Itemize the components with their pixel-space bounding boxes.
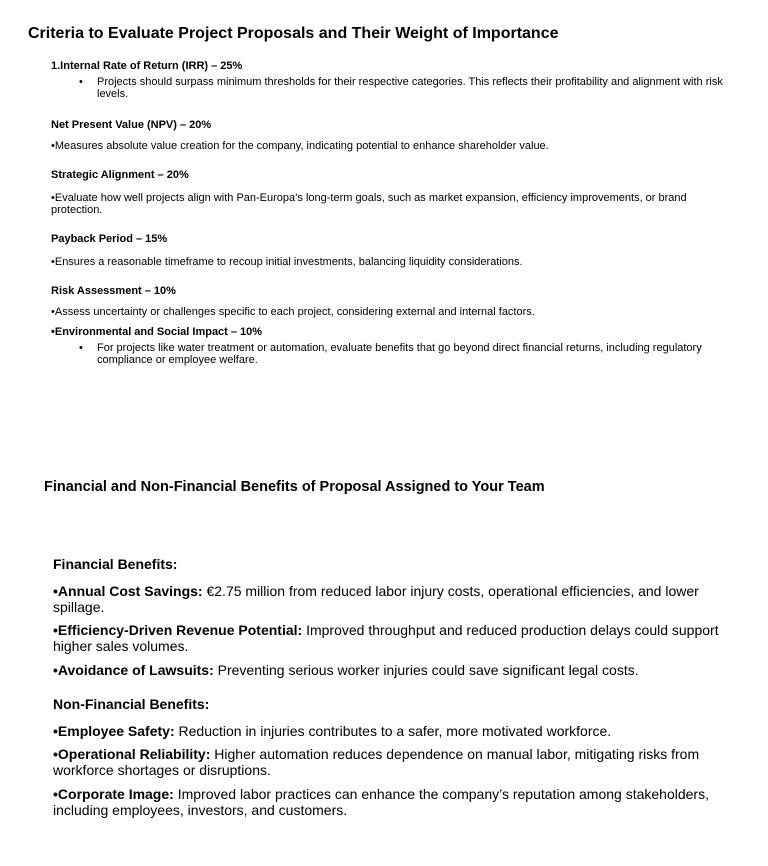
criterion-irr-bullet (79, 76, 729, 100)
criterion-strategic-title: Strategic Alignment – 20% (51, 169, 189, 181)
bullet-icon: • (79, 342, 83, 354)
non-financial-benefit-item (53, 746, 743, 778)
financial-benefits-heading: Financial Benefits: (53, 556, 178, 572)
benefit-text: Improved labor practices can enhance the company’s reputation among stakeholders, including employees, investors, and customers. (53, 786, 709, 818)
criterion-strategic-text: •Evaluate how well projects align with Pan-Europa’s long-term goals, such as market expansion, efficiency improvements, or brand protection. (51, 192, 687, 216)
benefits-title: Financial and Non-Financial Benefits of Proposal Assigned to Your Team (44, 479, 545, 495)
criterion-irr-title: 1.Internal Rate of Return (IRR) – 25% (51, 60, 243, 72)
criterion-risk-title: Risk Assessment – 10% (51, 285, 176, 297)
criterion-environmental-title: •Environmental and Social Impact – 10% (51, 326, 263, 338)
benefit-label: •Employee Safety: (53, 723, 175, 739)
benefit-text: Improved throughput and reduced production delays could support higher sales volumes. (53, 622, 719, 654)
benefit-text: Higher automation reduces dependence on manual labor, mitigating risks from workforce shortages or disruptions. (53, 746, 700, 778)
benefit-text: Reduction in injuries contributes to a safer, more motivated workforce. (174, 723, 612, 739)
non-financial-benefit-item (53, 723, 743, 739)
criterion-npv-title: Net Present Value (NPV) – 20% (51, 119, 212, 131)
criterion-risk-text: •Assess uncertainty or challenges specific to each project, considering external and internal factors. (51, 306, 535, 318)
benefit-label: •Operational Reliability: (53, 746, 211, 762)
criterion-payback-text: •Ensures a reasonable timeframe to recoup initial investments, balancing liquidity considerations. (51, 256, 523, 268)
criterion-irr-text: Projects should surpass minimum thresholds for their respective categories. This reflects their profitability and alignment with risk levels. (97, 76, 723, 100)
benefit-label: •Avoidance of Lawsuits: (53, 662, 214, 678)
non-financial-benefits-heading: Non-Financial Benefits: (53, 696, 210, 712)
benefit-label: •Annual Cost Savings: (53, 583, 203, 599)
criterion-npv-text: •Measures absolute value creation for the company, indicating potential to enhance shareholder value. (51, 140, 549, 152)
financial-benefit-item (53, 662, 743, 678)
benefit-text: €2.75 million from reduced labor injury costs, operational efficiencies, and lower spillage. (53, 583, 699, 615)
benefit-label: •Efficiency-Driven Revenue Potential: (53, 622, 303, 638)
financial-benefit-item (53, 583, 743, 615)
criterion-environmental-text: For projects like water treatment or automation, evaluate benefits that go beyond direct financial returns, including regulatory compliance or employee welfare. (97, 342, 702, 366)
non-financial-benefit-item (53, 786, 743, 818)
criterion-payback-title: Payback Period – 15% (51, 233, 168, 245)
bullet-icon: • (79, 76, 83, 88)
benefit-text: Preventing serious worker injuries could save significant legal costs. (213, 662, 639, 678)
benefit-label: •Corporate Image: (53, 786, 174, 802)
page-title: Criteria to Evaluate Project Proposals and Their Weight of Importance (28, 25, 559, 42)
financial-benefit-item (53, 622, 743, 654)
criterion-environmental-bullet (79, 342, 729, 366)
